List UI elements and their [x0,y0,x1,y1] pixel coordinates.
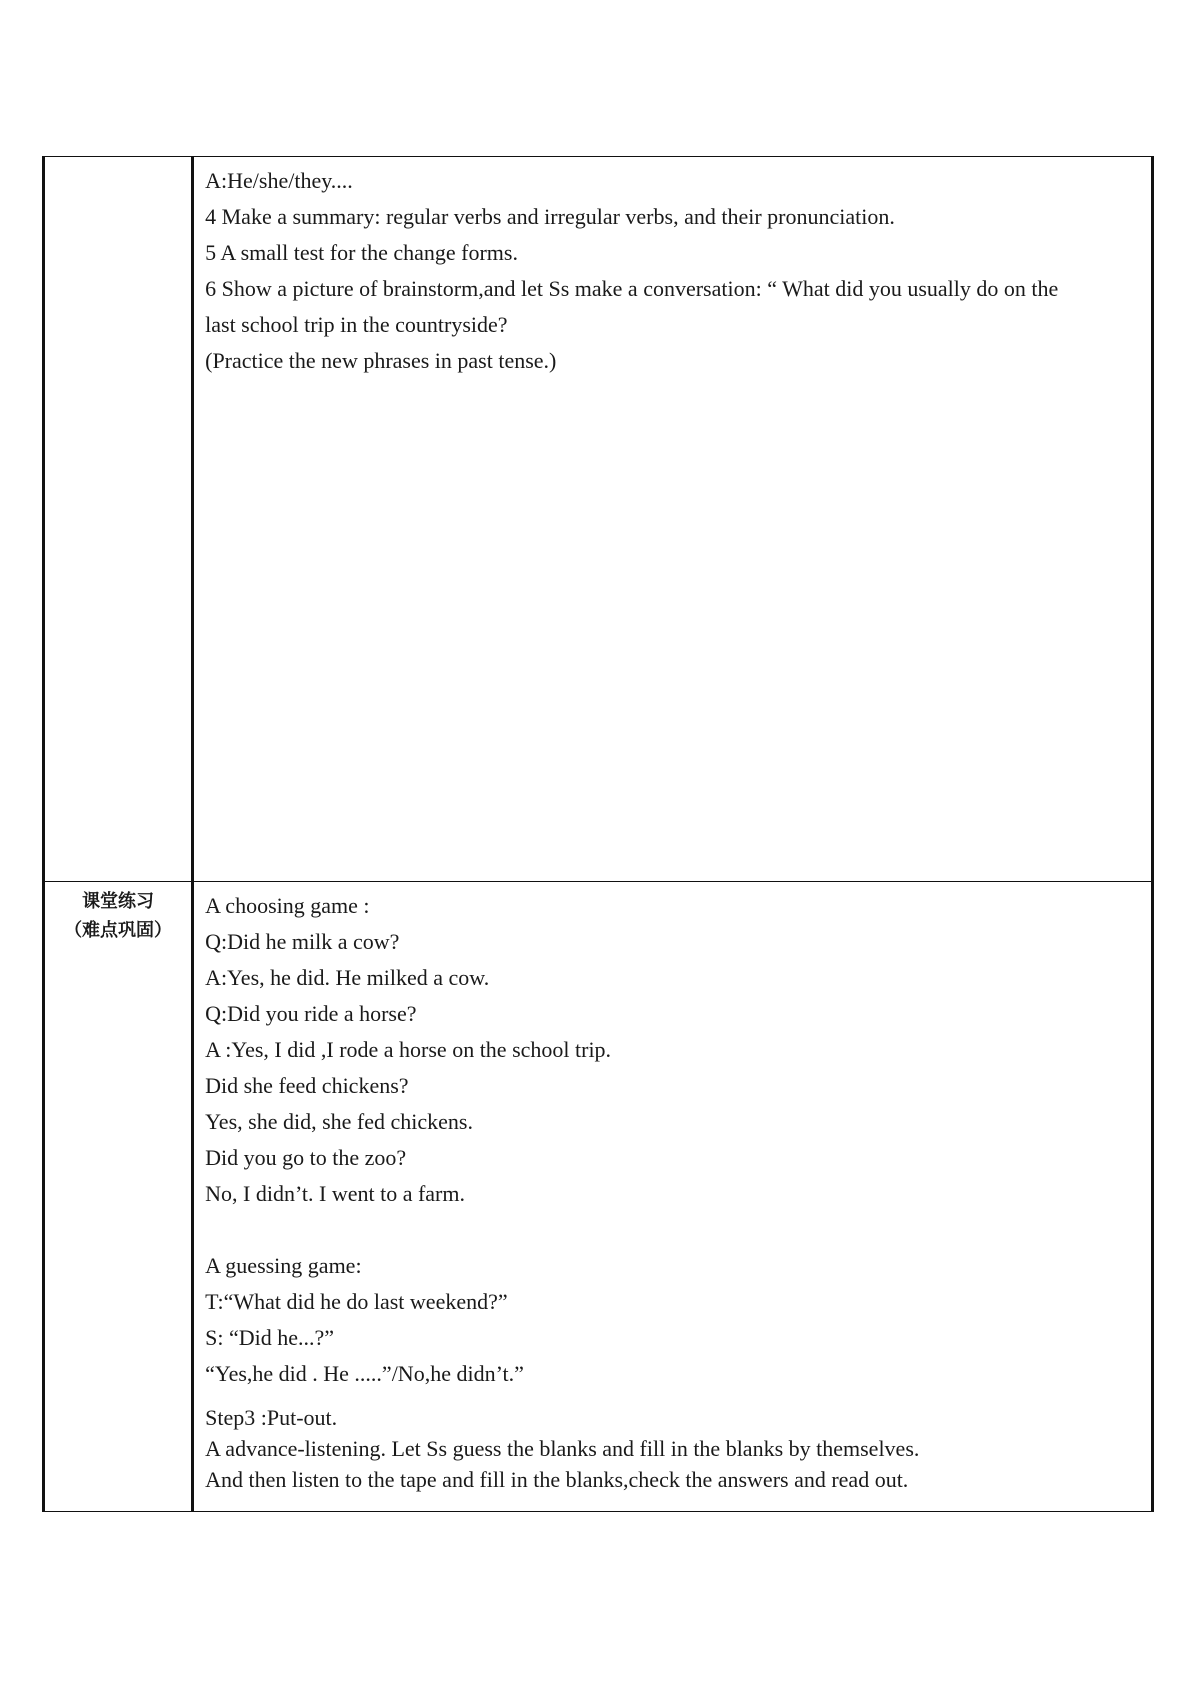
row-content-practice [193,882,1153,1512]
text-line: Yes, she did, she fed chickens. [205,1109,473,1134]
row-content-top [193,157,1153,882]
text-line: A guessing game: [205,1253,362,1278]
text-line: A:He/she/they.... [205,168,353,193]
spacer [205,1392,1141,1402]
text-line: 6 Show a picture of brainstorm,and let Ss make a conversation: “ What did you usually do on the [205,276,1059,301]
text-line: No, I didn’t. I went to a farm. [205,1181,465,1206]
text-line: A:Yes, he did. He milked a cow. [205,965,490,990]
text-line: (Practice the new phrases in past tense.) [205,348,557,373]
step-line: And then listen to the tape and fill in the blanks,check the answers and read out. [205,1467,909,1492]
table-row-practice [44,882,1153,1512]
table-row-top [44,157,1153,882]
text-line: Did you go to the zoo? [205,1145,407,1170]
lesson-plan-table [42,156,1154,1512]
text-line: Q:Did he milk a cow? [205,929,400,954]
text-line: last school trip in the countryside? [205,312,508,337]
blank-line [205,1212,1141,1248]
text-line: Did she feed chickens? [205,1073,409,1098]
text-line: 4 Make a summary: regular verbs and irregular verbs, and their pronunciation. [205,204,895,229]
text-line: “Yes,he did . He .....”/No,he didn’t.” [205,1361,524,1386]
text-line: T:“What did he do last weekend?” [205,1289,508,1314]
row-label-practice [44,882,193,1512]
text-line: A :Yes, I did ,I rode a horse on the school trip. [205,1037,612,1062]
label-line: 课堂练习 [82,891,155,912]
text-line: Q:Did you ride a horse? [205,1001,417,1026]
row-label-empty [44,157,193,882]
text-line: 5 A small test for the change forms. [205,240,518,265]
step-line: Step3 :Put-out. [205,1405,338,1430]
label-line: （难点巩固） [64,920,173,941]
text-line: A choosing game : [205,893,370,918]
step-line: A advance-listening. Let Ss guess the blanks and fill in the blanks by themselves. [205,1436,920,1461]
text-line: S: “Did he...?” [205,1325,335,1350]
